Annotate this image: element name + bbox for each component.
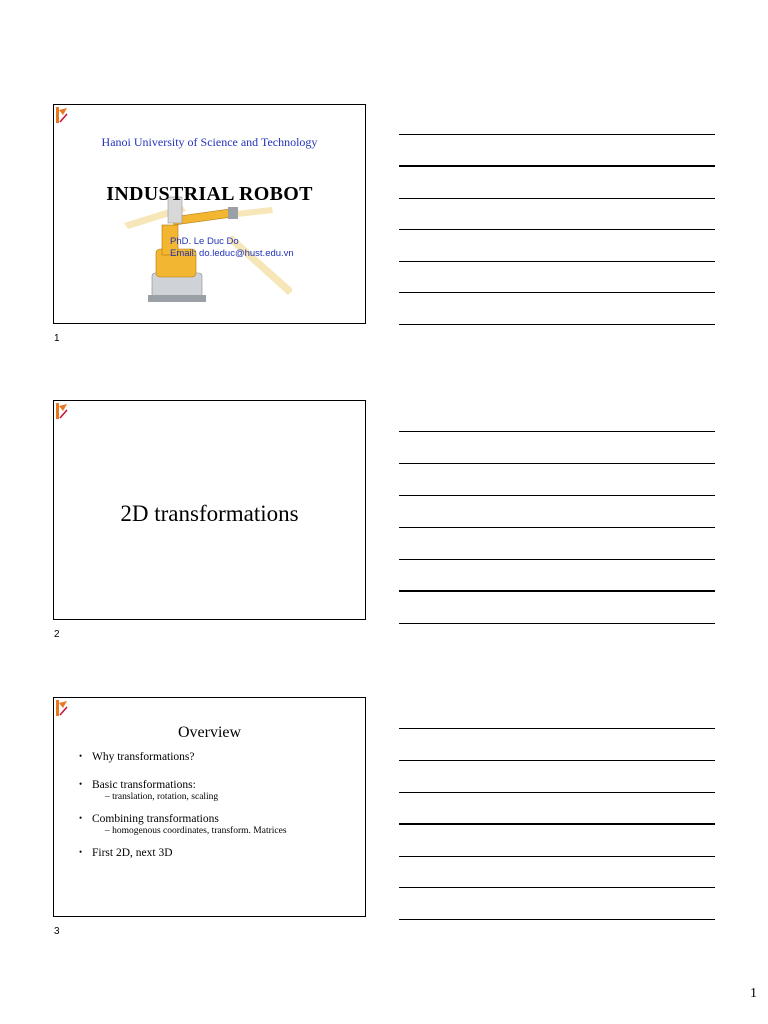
slide-1 — [53, 104, 366, 324]
note-line — [399, 887, 715, 888]
note-line — [399, 324, 715, 325]
bullet-list — [79, 751, 359, 859]
university-name: Hanoi University of Science and Technology — [101, 135, 318, 149]
bullet-text: • Combining transformations — [92, 813, 219, 825]
note-line — [399, 856, 715, 857]
note-line — [399, 165, 715, 167]
note-line — [399, 495, 715, 496]
note-line — [399, 823, 715, 825]
page-number: 1 — [750, 986, 757, 1001]
note-line — [399, 463, 715, 464]
author-name: PhD. Le Duc Do — [170, 236, 239, 247]
slide-title: Overview — [177, 724, 242, 741]
slide-number: 1 — [54, 333, 60, 344]
note-line — [399, 623, 715, 624]
note-line — [399, 134, 715, 135]
note-line — [399, 198, 715, 199]
author-email: Email: do.leduc@hust.edu.vn — [170, 248, 294, 259]
note-line — [399, 559, 715, 560]
note-line — [399, 590, 715, 592]
note-line — [399, 292, 715, 293]
note-line — [399, 527, 715, 528]
bullet-text: • Why transformations? — [92, 751, 195, 763]
bullet-text: • First 2D, next 3D — [92, 847, 173, 859]
university-logo-icon — [55, 402, 69, 420]
note-line — [399, 229, 715, 230]
bullet-item — [79, 779, 359, 802]
slide-number: 2 — [54, 629, 60, 640]
university-logo-icon — [55, 699, 69, 717]
bullet-text: • Basic transformations: — [92, 779, 196, 791]
note-line — [399, 760, 715, 761]
note-line — [399, 919, 715, 920]
note-line — [399, 261, 715, 262]
bullet-item — [79, 751, 359, 763]
bullet-item — [79, 847, 359, 859]
note-line — [399, 792, 715, 793]
note-line — [399, 728, 715, 729]
slide-title: INDUSTRIAL ROBOT — [106, 183, 313, 205]
author-block — [170, 236, 294, 260]
note-line — [399, 431, 715, 432]
slide-2 — [53, 400, 366, 620]
sub-bullet-text: – translation, rotation, scaling — [105, 792, 219, 802]
slide-title: 2D transformations — [120, 501, 299, 526]
bullet-item — [79, 813, 359, 836]
slide-number: 3 — [54, 926, 60, 937]
slide-3 — [53, 697, 366, 917]
sub-bullet-text: – homogenous coordinates, transform. Matrices — [105, 826, 287, 836]
university-logo-icon — [55, 106, 69, 124]
